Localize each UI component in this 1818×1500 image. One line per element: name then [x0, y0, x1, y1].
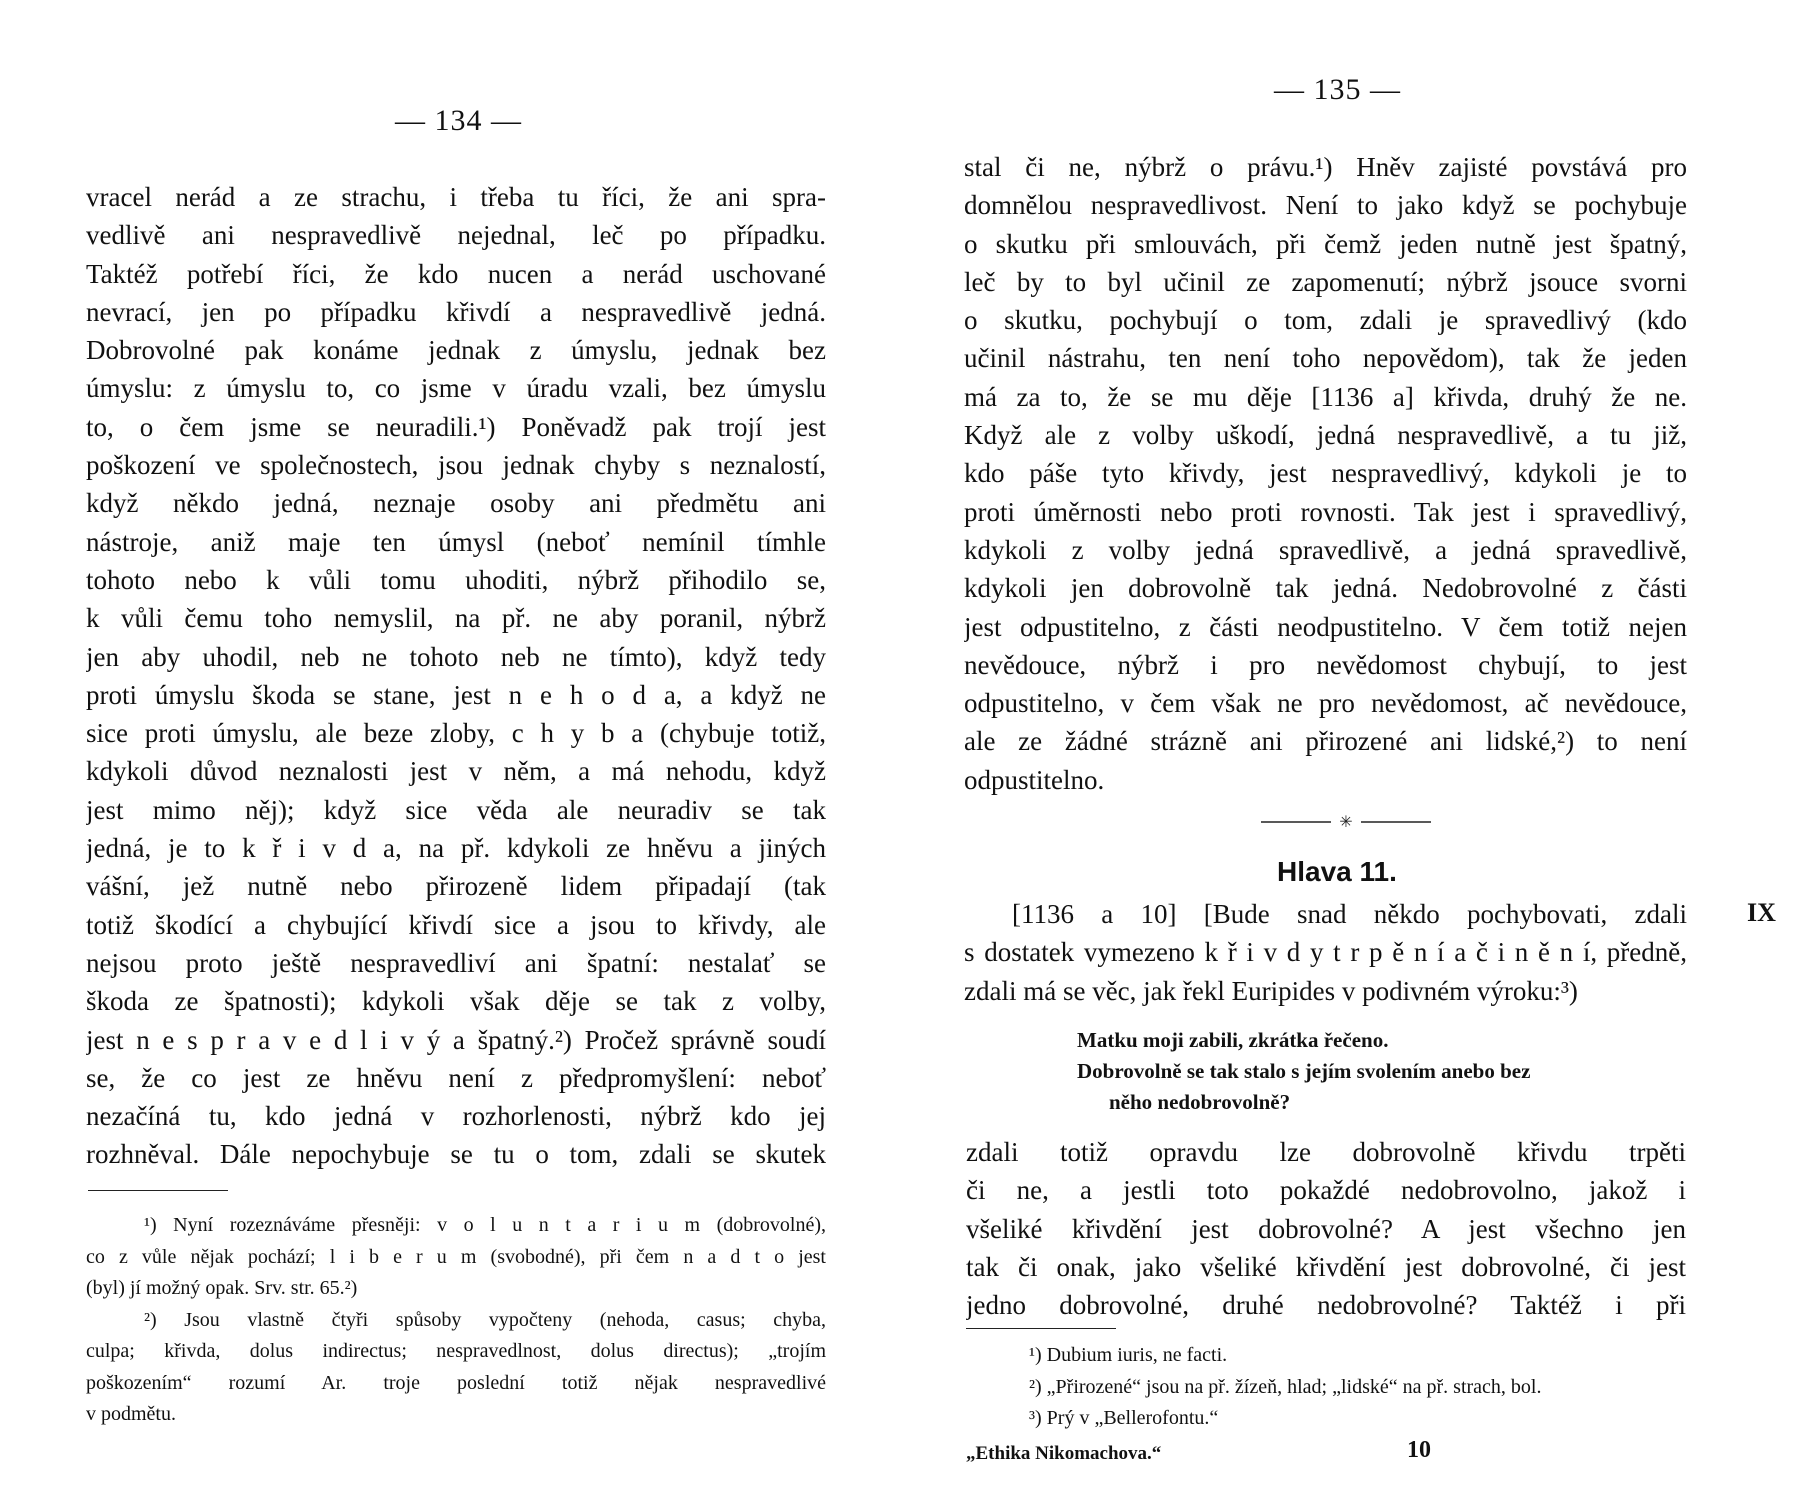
text-line: kdo páše tyto křivdy, jest nespravedlivý, kdykoli je to	[964, 458, 1687, 489]
chapter-text	[964, 895, 1687, 1010]
right-page	[909, 0, 1818, 1500]
text-line: ale ze žádné strázně ani přirozené ani lidské,²) to není	[964, 726, 1687, 757]
text-line: či ne, a jestli toto pokaždé nedobrovolno, jakož i	[966, 1175, 1686, 1206]
text-line: kdykoli jen dobrovolně tak jedná. Nedobrovolné z části	[964, 573, 1687, 604]
body-text	[964, 148, 1687, 799]
footnote-rule	[966, 1328, 1116, 1329]
text-line: tohoto nebo k vůli tomu uhoditi, nýbrž přihodilo se,	[86, 564, 826, 595]
text-line: leč by to byl učinil ze zapomenutí; nýbrž jsouce svorni	[964, 266, 1687, 297]
footnote-line: ²) Jsou vlastně čtyři spůsoby vypočteny (nehoda, casus; chyba,	[144, 1308, 826, 1331]
text-line: Dobrovolné pak konáme jednak z úmyslu, jednak bez	[86, 335, 826, 366]
text-line: úmyslu: z úmyslu to, co jsme v úradu vzali, bez úmyslu	[86, 373, 826, 404]
text-line: totiž škodící a chybující křivdí sice a jsou to křivdy, ale	[86, 909, 826, 940]
text-line: stal či ne, nýbrž o právu.¹) Hněv zajisté povstává pro	[964, 152, 1687, 182]
text-line: má za to, že se mu děje [1136 a] křivda, druhý že ne.	[964, 381, 1687, 412]
text-line: s dostatek vymezeno k ř i v d y t r p ě n í a č i n ě n í, předně,	[964, 937, 1687, 968]
text-line: nevrací, jen po případku křivdí a nespravedlivě jedná.	[86, 296, 826, 327]
footnote-line: v podmětu.	[86, 1403, 176, 1425]
text-line: vášní, jež nutně nebo přirozeně lidem připadají (tak	[86, 871, 826, 902]
footnote-line: ¹) Dubium iuris, ne facti.	[1029, 1344, 1228, 1366]
text-line: o skutku při smlouvách, při čemž jeden nutně jest špatný,	[964, 228, 1687, 259]
text-line: sice proti úmyslu, ale beze zloby, c h y b a (chybuje totiž,	[86, 718, 826, 749]
text-line: vedlivě ani nespravedlivě nejednal, leč po případku.	[86, 220, 826, 251]
text-line: proti úmyslu škoda se stane, jest n e h o d a, a když ne	[86, 679, 826, 710]
text-line: odpustitelno.	[964, 764, 1105, 795]
svg-text:✳: ✳	[1339, 815, 1353, 829]
verse-line: Matku moji zabili, zkrátka řečeno.	[1077, 1028, 1389, 1052]
text-line: nevědouce, nýbrž i pro nevědomost chybují, to jest	[964, 649, 1687, 680]
text-line: nezačíná tu, kdo jedná v rozhorlenosti, nýbrž kdo jej	[86, 1101, 826, 1132]
footnote-line: ²) „Přirozené“ jsou na př. žízeň, hlad; „lidské“ na př. strach, bol.	[1029, 1375, 1542, 1398]
footnote-line: poškozením“ rozumí Ar. troje poslední totiž nějak nespravedlivé	[86, 1371, 826, 1394]
text-line: všeliké křivdění jest dobrovolné? A jest všechno jen	[966, 1213, 1686, 1244]
text-line: o skutku, pochybují o tom, zdali je spravedlivý (kdo	[964, 305, 1687, 336]
text-line: jest odpustitelno, z části neodpustitelno. V čem totiž nejen	[964, 611, 1687, 642]
chapter-title: Hlava 11.	[1277, 856, 1397, 887]
verse-quote	[1077, 1025, 1687, 1118]
text-line: kdykoli z volby jedná spravedlivě, a jedná spravedlivě,	[964, 534, 1687, 565]
text-line: kdykoli důvod neznalosti jest v něm, a má nehodu, když	[86, 756, 826, 787]
text-line: Taktéž potřebí říci, že kdo nucen a nerád uschované	[86, 258, 826, 289]
footnote-rule	[88, 1190, 228, 1191]
text-line: [1136 a 10] [Bude snad někdo pochybovati, zdali	[1012, 899, 1687, 929]
section-divider	[1261, 815, 1431, 829]
footer-source: „Ethika Nikomachova.“	[966, 1443, 1162, 1464]
text-line: vracel nerád a ze strachu, i třeba tu říci, že ani spra-	[86, 182, 826, 212]
text-line: jen aby uhodil, neb ne tohoto neb ne tímto), když tedy	[86, 641, 826, 672]
text-line: zdali totiž opravdu lze dobrovolně křivdu trpěti	[966, 1137, 1686, 1167]
text-line: poškození ve společnostech, jsou jednak chyby s neznalostí,	[86, 450, 826, 481]
footnote-line: culpa; křivda, dolus indirectus; nespravedlnost, dolus directus); „trojím	[86, 1340, 826, 1362]
footnote-line: ¹) Nyní rozeznáváme přesněji: v o l u n t a r i u m (dobrovolné),	[144, 1214, 826, 1236]
body-text	[86, 178, 826, 1174]
page-number: — 135 —	[1274, 73, 1401, 106]
text-line: jest mimo něj); když sice věda ale neuradiv se tak	[86, 794, 826, 825]
footnotes	[86, 1210, 826, 1431]
text-line: proti úměrnosti nebo proti rovnosti. Tak jest i spravedlivý,	[964, 496, 1687, 527]
text-line: když někdo jedná, neznaje osoby ani předmětu ani	[86, 488, 826, 519]
text-line: jedná, je to k ř i v d a, na př. kdykoli ze hněvu a jiných	[86, 833, 826, 864]
body-text-continued	[966, 1133, 1686, 1324]
text-line: tak či onak, jako všeliké křivdění jest dobrovolné, či jest	[966, 1251, 1686, 1282]
footnote-line: (byl) jí možný opak. Srv. str. 65.²)	[86, 1277, 358, 1299]
text-line: se, že co jest ze hněvu není z předpromyšlení: neboť	[86, 1062, 826, 1093]
text-line: odpustitelno, v čem však ne pro nevědomost, ač nevědouce,	[964, 688, 1687, 719]
text-line: jest n e s p r a v e d l i v ý a špatný.²) Pročež správně soudí	[86, 1024, 826, 1055]
footnotes	[1029, 1340, 1679, 1435]
text-line: rozhněval. Dále nepochybuje se tu o tom, zdali se skutek	[86, 1139, 826, 1170]
text-line: Když ale z volby uškodí, jedná nespravedlivě, a tu již,	[964, 420, 1687, 451]
text-line: nástroje, aniž maje ten úmysl (neboť nemínil tímhle	[86, 526, 826, 557]
text-line: jedno dobrovolné, druhé nedobrovolné? Taktéž i při	[966, 1290, 1686, 1321]
text-line: zdali má se věc, jak řekl Euripides v podivném výroku:³)	[964, 975, 1578, 1006]
verse-line: Dobrovolně se tak stalo s jejím svolením anebo bez	[1077, 1059, 1531, 1083]
margin-mark: IX	[1747, 898, 1776, 927]
text-line: domnělou nespravedlivost. Není to jako když se pochybuje	[964, 190, 1687, 221]
text-line: škoda ze špatnosti); kdykoli však děje se tak z volby,	[86, 986, 826, 1017]
text-line: nejsou proto ještě nespravedliví ani špatní: nestalať se	[86, 947, 826, 978]
page-number: — 134 —	[395, 104, 522, 137]
text-line: k vůli čemu toho nemyslil, na př. ne aby poranil, nýbrž	[86, 603, 826, 634]
verse-line: něho nedobrovolně?	[1109, 1090, 1291, 1114]
footer-sheet-number: 10	[1407, 1437, 1431, 1463]
footnote-line: co z vůle nějak pochází; l i b e r u m (svobodné), při čem n a d t o jest	[86, 1245, 826, 1268]
footnote-line: ³) Prý v „Bellerofontu.“	[1029, 1407, 1219, 1429]
text-line: to, o čem jsme se neuradili.¹) Poněvadž pak trojí jest	[86, 411, 826, 442]
text-line: učinil nástrahu, ten není toho nepovědom), tak že jeden	[964, 343, 1687, 374]
